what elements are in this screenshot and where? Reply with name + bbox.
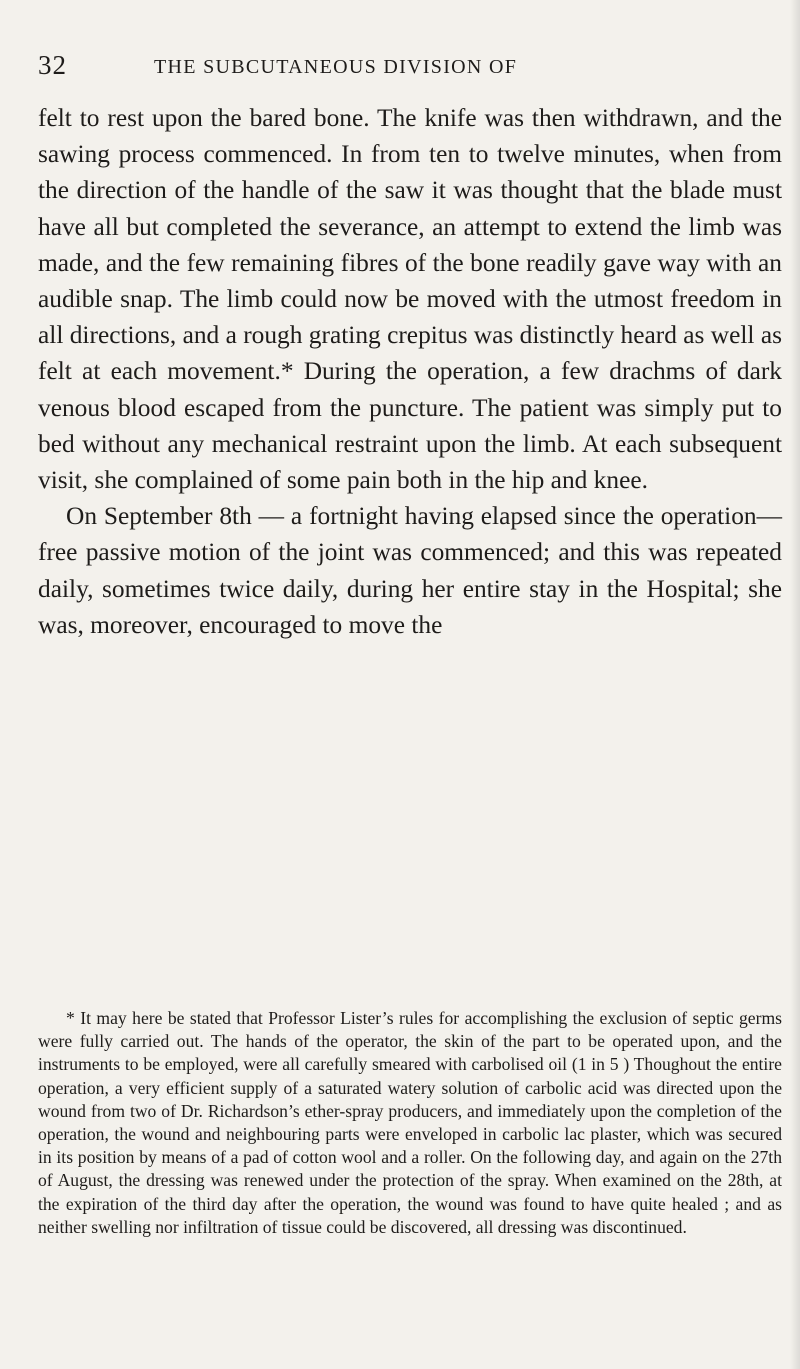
paragraph: On September 8th — a fortnight having elapsed since the operation—free passive motion of the joint was commenced; and this was repeated daily, sometimes twice daily, during her entire stay in the Hospital; she was, moreover, encouraged to move the [38, 502, 782, 639]
page-edge-shadow [790, 0, 800, 1369]
paragraph: felt to rest upon the bared bone. The knife was then withdrawn, and the sawing process commenced. In from ten to twelve minutes, when from the direction of the handle of the saw it was thought that the blade must have all but completed the severance, an attempt to extend the limb was made, and the few remaining fibres of the bone readily gave way with an audible snap. The limb could now be moved with the utmost freedom in all directions, and a rough grating crepitus was distinctly heard as well as felt at each movement.* During the operation, a few drachms of dark venous blood escaped from the puncture. The patient was simply put to bed without any mechanical restraint upon the limb. At each subsequent visit, she complained of some pain both in the hip and knee. [38, 104, 782, 495]
page-header [38, 50, 778, 80]
body-text [38, 100, 782, 643]
footnote-text: * It may here be stated that Professor Lister’s rules for accomplishing the exclusion of septic germs were fully carried out. The hands of the operator, the skin of the part to be operated upon, and the instruments to be employed, were all carefully smeared with carbolised oil (1 in 5 ) Thoughout the entire operation, a very efficient supply of a saturated watery solution of carbolic acid was directed upon the wound from two of Dr. Richardson’s ether-spray producers, and immediately upon the completion of the operation, the wound and neighbouring parts were enveloped in carbolic lac plaster, which was secured in its position by means of a pad of cotton wool and a roller. On the following day, and again on the 27th of August, the dressing was renewed under the protection of the spray. When examined on the 28th, at the expiration of the third day after the operation, the wound was found to have quite healed ; and as neither swelling nor infiltration of tissue could be discovered, all dressing was discontinued. [38, 1008, 782, 1237]
running-head: THE SUBCUTANEOUS DIVISION OF [154, 56, 518, 78]
footnote [38, 1007, 782, 1239]
page-number: 32 [38, 50, 67, 80]
